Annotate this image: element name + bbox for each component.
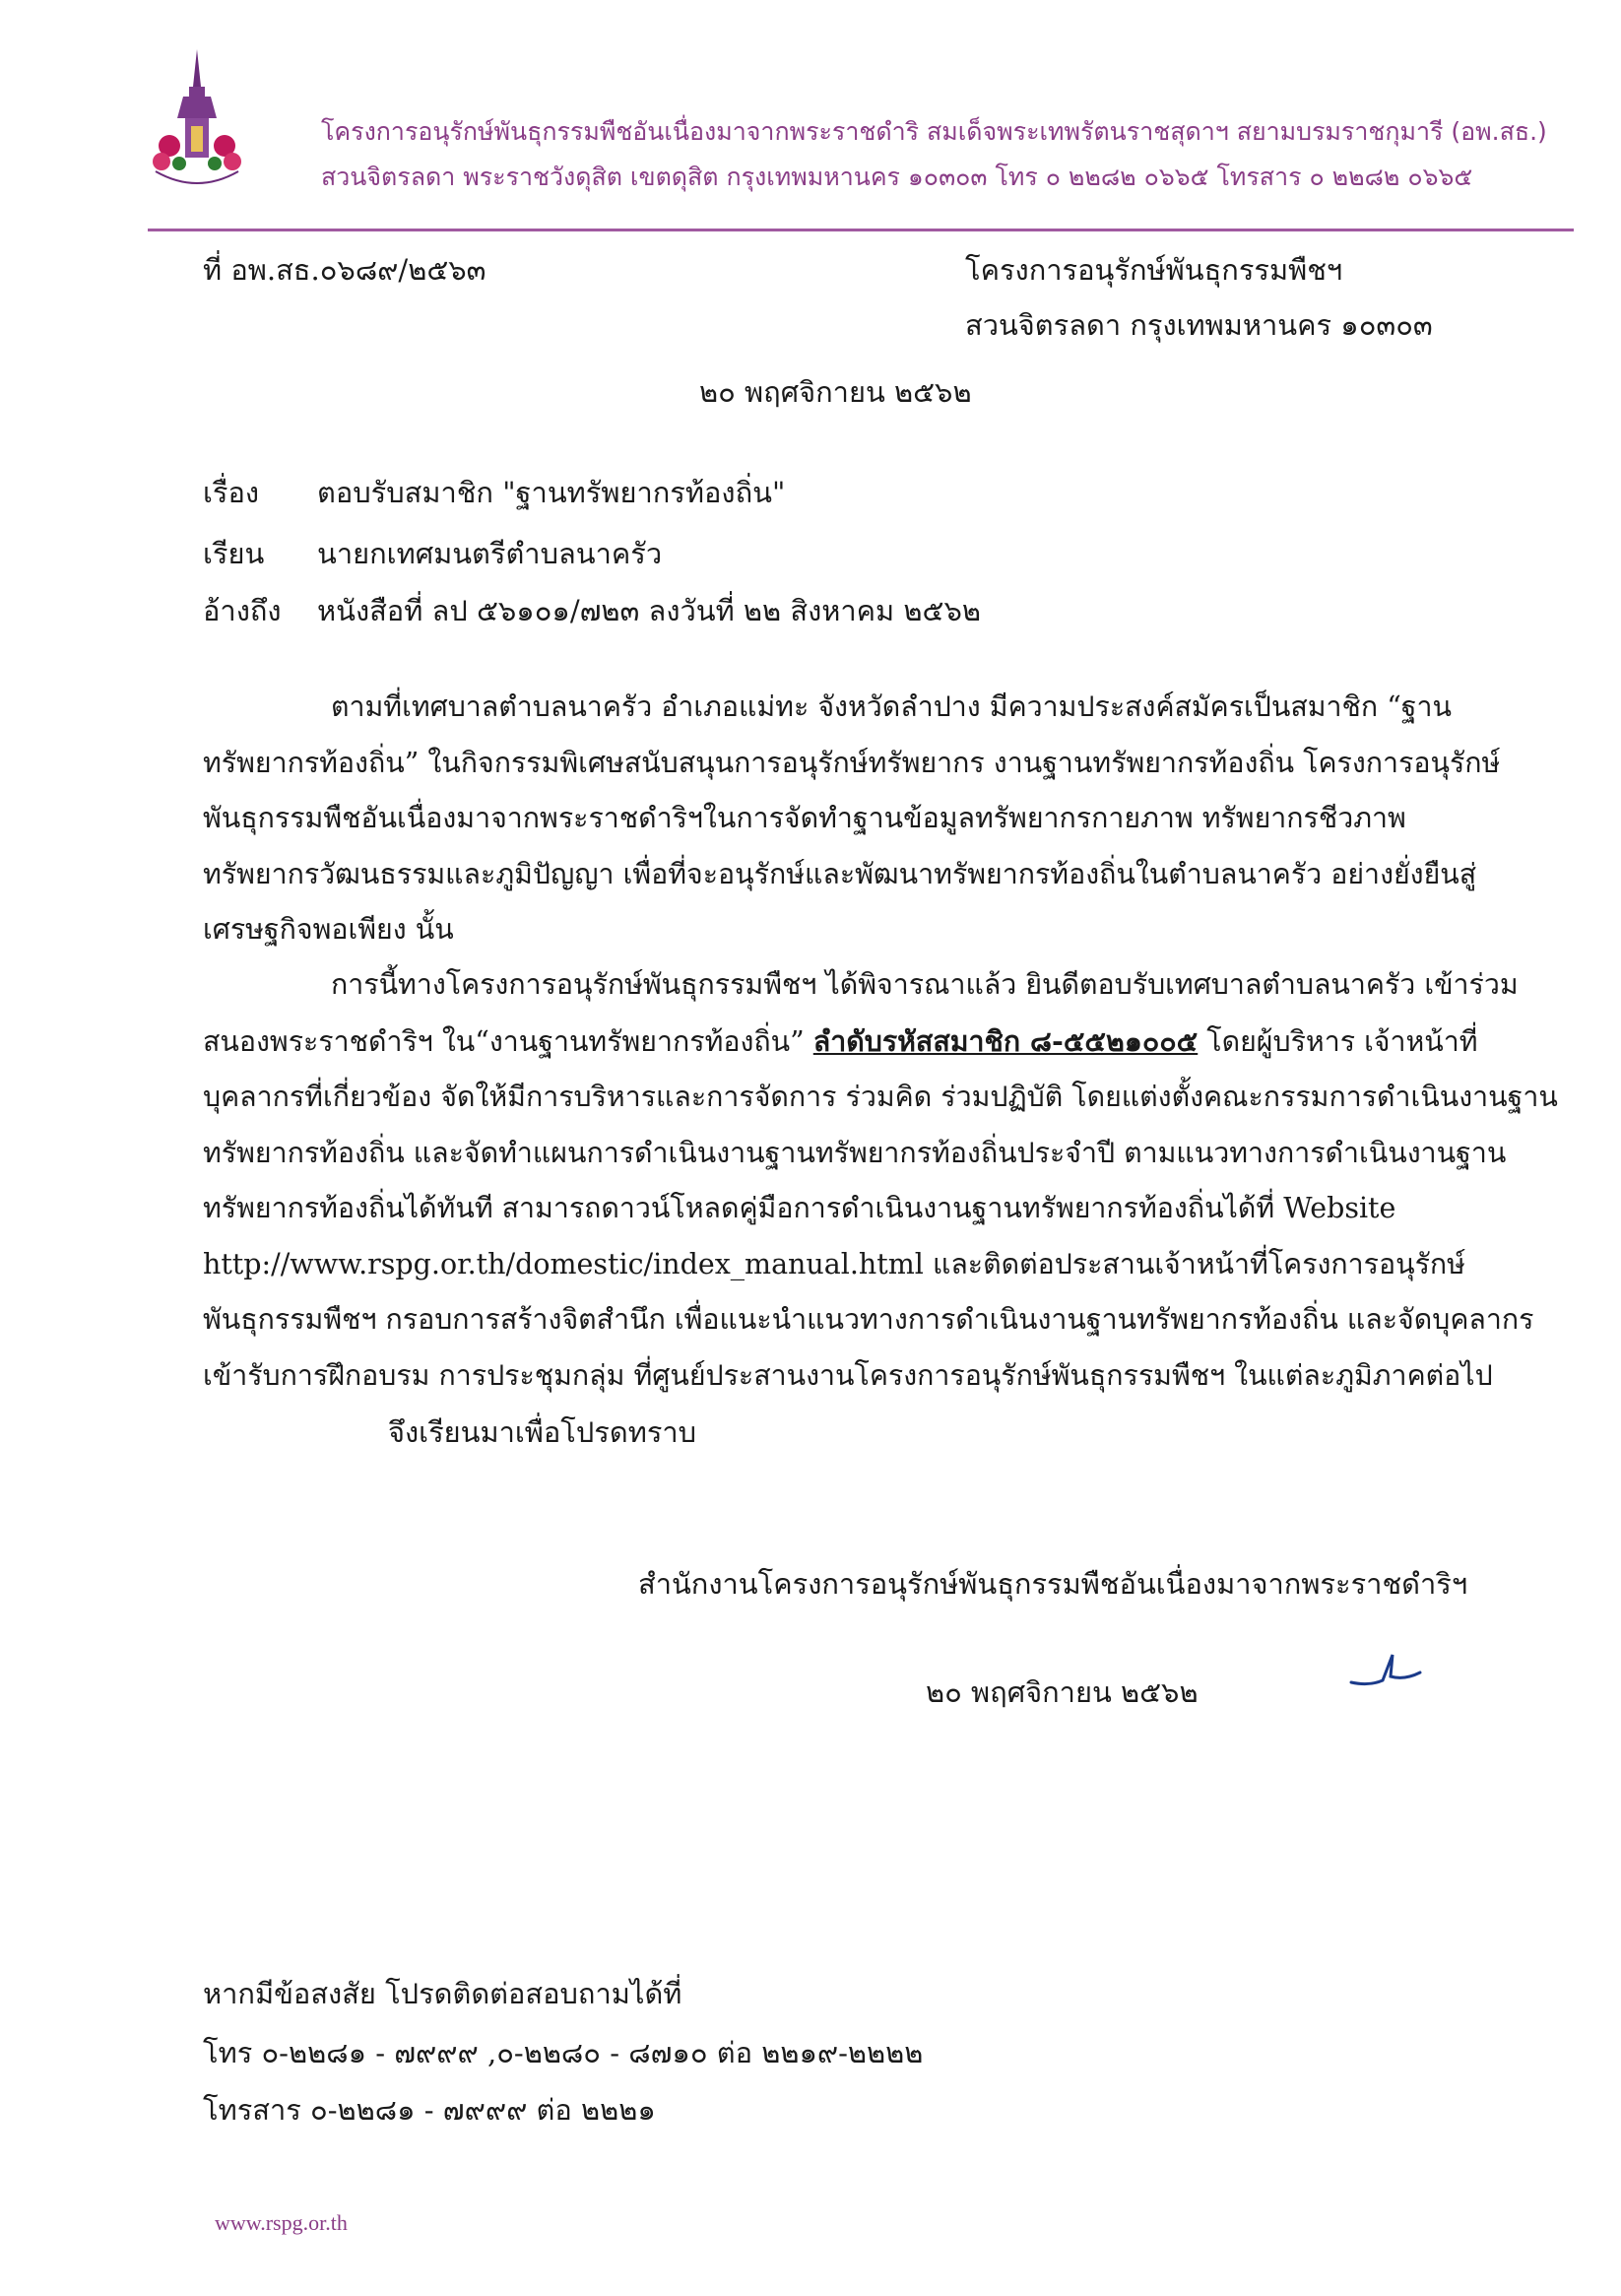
- para1-line: ทรัพยากรท้องถิ่น” ในกิจกรรมพิเศษสนับสนุนการอนุรักษ์ทรัพยากร งานฐานทรัพยากรท้องถิ่น โครงการอนุรักษ์: [203, 746, 1501, 779]
- para1-line: ทรัพยากรวัฒนธรรมและภูมิปัญญา เพื่อที่จะอนุรักษ์และพัฒนาทรัพยากรท้องถิ่นในตำบลนาครัว อย่างยั่งยืนสู่: [203, 857, 1477, 890]
- para2-line: เข้ารับการฝึกอบรม การประชุมกลุ่ม ที่ศูนย์ประสานงานโครงการอนุรักษ์พันธุกรรมพืชฯ ในแต่ละภูมิภาคต่อไป: [203, 1358, 1493, 1392]
- logo-emblem: [148, 47, 246, 195]
- para2-line-with-code: [203, 1014, 1478, 1071]
- para2-line: http://www.rspg.or.th/domestic/index_manual.html และติดต่อประสานเจ้าหน้าที่โครงการอนุรักษ์: [203, 1247, 1465, 1280]
- addressee-label: เรียน: [203, 537, 265, 570]
- reference-value: หนังสือที่ ลป ๕๖๑๐๑/๗๒๓ ลงวันที่ ๒๒ สิงหาคม ๒๕๖๒: [317, 594, 981, 627]
- rspg-logo: [148, 47, 246, 195]
- header-divider: [148, 229, 1574, 231]
- subject-label: เรื่อง: [203, 476, 260, 509]
- para2-line: ทรัพยากรท้องถิ่น และจัดทำแผนการดำเนินงานฐานทรัพยากรท้องถิ่นประจำปี ตามแนวทางการดำเนินงานฐาน: [203, 1136, 1507, 1169]
- contact-fax: โทรสาร ๐-๒๒๘๑ - ๗๙๙๙ ต่อ ๒๒๒๑: [203, 2093, 656, 2127]
- para2-line: การนี้ทางโครงการอนุรักษ์พันธุกรรมพืชฯ ได้พิจารณาแล้ว ยินดีตอบรับเทศบาลตำบลนาครัว เข้าร่วม: [331, 968, 1519, 1001]
- signoff-office: สำนักงานโครงการอนุรักษ์พันธุกรรมพืชอันเนื่องมาจากพระราชดำริฯ: [638, 1567, 1468, 1601]
- subject-value: ตอบรับสมาชิก "ฐานทรัพยากรท้องถิ่น": [317, 476, 786, 509]
- contact-phone: โทร ๐-๒๒๘๑ - ๗๙๙๙ ,๐-๒๒๘๐ - ๘๗๑๐ ต่อ ๒๒๑๙-๒๒๒๒: [203, 2036, 924, 2069]
- paragraph-1: [203, 680, 1501, 958]
- addressee-value: นายกเทศมนตรีตำบลนาครัว: [317, 537, 663, 570]
- signature-mark: [1347, 1647, 1426, 1694]
- para2-pre: สนองพระราชดำริฯ ใน“งานฐานทรัพยากรท้องถิ่น”: [203, 1024, 813, 1058]
- document-number: ที่ อพ.สธ.๐๖๘๙/๒๕๖๓: [203, 253, 486, 287]
- closing-text: จึงเรียนมาเพื่อโปรดทราบ: [388, 1415, 697, 1449]
- para1-line: เศรษฐกิจพอเพียง นั้น: [203, 913, 454, 946]
- paragraph-2: [203, 957, 1558, 1404]
- member-code: ลำดับรหัสสมาชิก ๘-๕๕๒๑๐๐๕: [812, 1023, 1199, 1058]
- contact-intro: หากมีข้อสงสัย โปรดติดต่อสอบถามได้ที่: [203, 1977, 682, 2010]
- document-date: ๒๐ พฤศจิกายน ๒๕๖๒: [699, 375, 972, 409]
- para1-line: ตามที่เทศบาลตำบลนาครัว อำเภอแม่ทะ จังหวัดลำปาง มีความประสงค์สมัครเป็นสมาชิก “ฐาน: [331, 690, 1452, 723]
- footer-website-link[interactable]: www.rspg.or.th: [215, 2210, 348, 2235]
- para2-line: พันธุกรรมพืชฯ กรอบการสร้างจิตสำนึก เพื่อแนะนำแนวทางการดำเนินงานฐานทรัพยากรท้องถิ่น และจัดบุคลากร: [203, 1303, 1534, 1336]
- para2-line: ทรัพยากรท้องถิ่นได้ทันที สามารถดาวน์โหลดคู่มือการดำเนินงานฐานทรัพยากรท้องถิ่นได้ที่ Website: [203, 1192, 1396, 1224]
- para2-line: บุคลากรที่เกี่ยวข้อง จัดให้มีการบริหารและการจัดการ ร่วมคิด ร่วมปฏิบัติ โดยแต่งตั้งคณะกรรมการดำเนินงานฐาน: [203, 1081, 1558, 1113]
- signoff-date: ๒๐ พฤศจิกายน ๒๕๖๒: [926, 1675, 1199, 1709]
- reference-label: อ้างถึง: [203, 594, 282, 627]
- header-line-1: โครงการอนุรักษ์พันธุกรรมพืชอันเนื่องมาจากพระราชดำริ สมเด็จพระเทพรัตนราชสุดาฯ สยามบรมราชกุมารี (อพ.สธ.): [321, 117, 1547, 146]
- sender-line-1: โครงการอนุรักษ์พันธุกรรมพืชฯ: [965, 253, 1343, 287]
- header-line-2: สวนจิตรลดา พระราชวังดุสิต เขตดุสิต กรุงเทพมหานคร ๑๐๓๐๓ โทร ๐ ๒๒๘๒ ๐๖๖๕ โทรสาร ๐ ๒๒๘๒ ๐๖๖๕: [321, 163, 1473, 191]
- para1-line: พันธุกรรมพืชอันเนื่องมาจากพระราชดำริฯในการจัดทำฐานข้อมูลทรัพยากรกายภาพ ทรัพยากรชีวภาพ: [203, 802, 1406, 834]
- sender-line-2: สวนจิตรลดา กรุงเทพมหานคร ๑๐๓๐๓: [965, 308, 1433, 342]
- para2-post: โดยผู้บริหาร เจ้าหน้าที่: [1198, 1024, 1478, 1058]
